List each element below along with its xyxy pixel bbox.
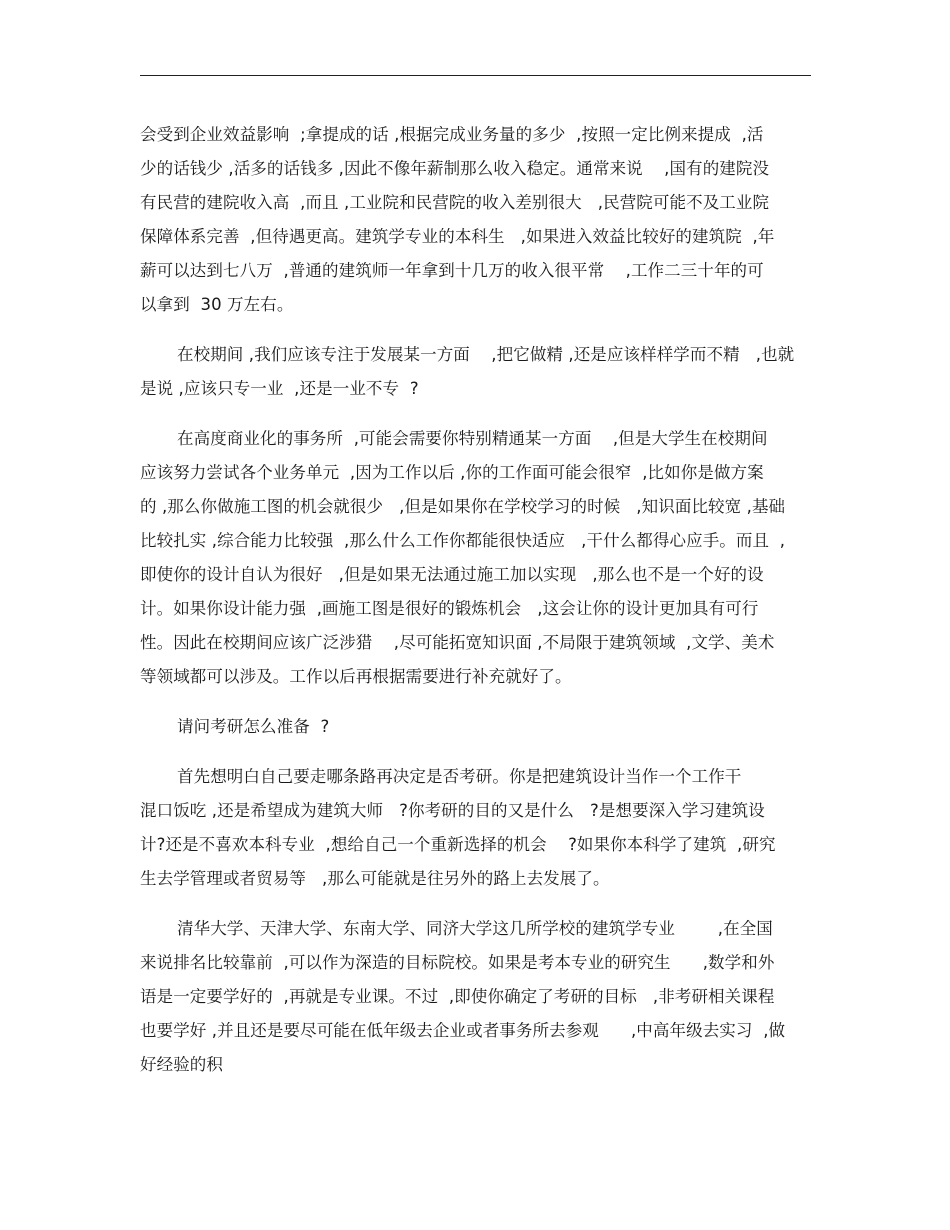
- text-line: 少的话钱少 ,活多的话钱多 ,因此不像年薪制那么收入稳定。通常来说 ,国有的建院没: [140, 159, 770, 178]
- text-line: 请问考研怎么准备 ?: [177, 717, 330, 736]
- text-line: 以拿到 30 万左右。: [140, 295, 294, 314]
- text-line: 的 ,那么你做施工图的机会就很少 ,但是如果你在学校学习的时候 ,知识面比较宽 ,基础: [140, 497, 786, 516]
- text-line: 首先想明白自己要走哪条路再决定是否考研。你是把建筑设计当作一个工作干: [177, 767, 742, 786]
- text-line: 生去学管理或者贸易等 ,那么可能就是往另外的路上去发展了。: [140, 869, 610, 888]
- text-line: 计。如果你设计能力强 ,画施工图是很好的锻炼机会 ,这会让你的设计更加具有可行: [140, 599, 759, 618]
- text-line: 薪可以达到七八万 ,普通的建筑师一年拿到十几万的收入很平常 ,工作二三十年的可: [140, 261, 764, 280]
- paragraph: [140, 760, 811, 896]
- text-line: 是说 ,应该只专一业 ,还是一业不专 ?: [140, 379, 419, 398]
- text-line: 保障体系完善 ,但待遇更高。建筑学专业的本科生 ,如果进入效益比较好的建筑院 ,年: [140, 227, 775, 246]
- text-line: 即使你的设计自认为很好 ,但是如果无法通过施工加以实现 ,那么也不是一个好的设: [140, 565, 764, 584]
- text-line: 混口饭吃 ,还是希望成为建筑大师 ?你考研的目的又是什么 ?是想要深入学习建筑设: [140, 801, 765, 820]
- text-line: 在校期间 ,我们应该专注于发展某一方面 ,把它做精 ,还是应该样样学而不精 ,也就: [177, 345, 795, 364]
- text-line: 语是一定要学好的 ,再就是专业课。不过 ,即使你确定了考研的目标 ,非考研相关课程: [140, 987, 775, 1006]
- paragraph: [140, 912, 811, 1082]
- paragraph: [140, 422, 811, 694]
- text-line: 等领域都可以涉及。工作以后再根据需要进行补充就好了。: [140, 667, 572, 686]
- text-line: 计?还是不喜欢本科专业 ,想给自己一个重新选择的机会 ?如果你本科学了建筑 ,研究: [140, 835, 776, 854]
- header-rule: [140, 75, 811, 76]
- document-body: [140, 118, 811, 1098]
- text-line: 比较扎实 ,综合能力比较强 ,那么什么工作你都能很快适应 ,干什么都得心应手。而且 ,: [140, 531, 786, 550]
- paragraph: [140, 118, 811, 322]
- text-line: 好经验的积: [140, 1055, 223, 1074]
- paragraph: [140, 710, 811, 744]
- text-line: 也要学好 ,并且还是要尽可能在低年级去企业或者事务所去参观 ,中高年级去实习 ,做: [140, 1021, 786, 1040]
- text-line: 有民营的建院收入高 ,而且 ,工业院和民营院的收入差别很大 ,民营院可能不及工业院: [140, 193, 770, 212]
- text-line: 来说排名比较靠前 ,可以作为深造的目标院校。如果是考本专业的研究生 ,数学和外: [140, 953, 775, 972]
- paragraph: [140, 338, 811, 406]
- text-line: 性。因此在校期间应该广泛涉猎 ,尽可能拓宽知识面 ,不局限于建筑领域 ,文学、美术: [140, 633, 775, 652]
- text-line: 会受到企业效益影响 ;拿提成的话 ,根据完成业务量的多少 ,按照一定比例来提成 ,活: [140, 125, 764, 144]
- text-line: 在高度商业化的事务所 ,可能会需要你特别精通某一方面 ,但是大学生在校期间: [177, 429, 768, 448]
- text-line: 应该努力尝试各个业务单元 ,因为工作以后 ,你的工作面可能会很窄 ,比如你是做方案: [140, 463, 764, 482]
- text-line: 清华大学、天津大学、东南大学、同济大学这几所学校的建筑学专业 ,在全国: [177, 919, 773, 938]
